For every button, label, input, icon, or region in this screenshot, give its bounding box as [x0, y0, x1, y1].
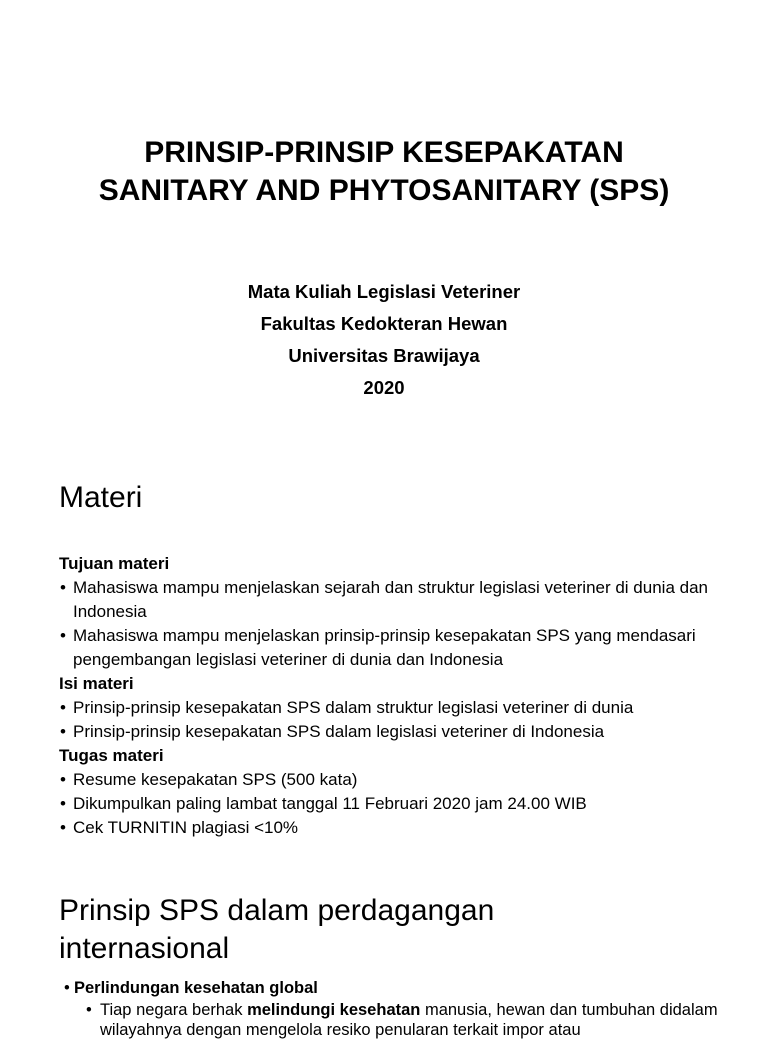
slide-heading [59, 892, 494, 968]
slide-prinsip-sps [0, 858, 768, 1039]
list-item: • Dikumpulkan paling lambat tanggal 11 Februari 2020 jam 24.00 WIB [59, 792, 749, 816]
sub-list-item [86, 1000, 754, 1040]
list-item: • Cek TURNITIN plagiasi <10% [59, 816, 749, 840]
presentation-title [0, 134, 768, 210]
heading-line-1: Prinsip SPS dalam perdagangan [59, 894, 495, 927]
subtitle-course: Mata Kuliah Legislasi Veteriner [247, 281, 521, 302]
list-item: • Prinsip-prinsip kesepakatan SPS dalam struktur legislasi veteriner di dunia [59, 696, 749, 720]
slide-heading: Materi [59, 481, 143, 514]
sub-text-post: manusia, hewan dan tumbuhan didalam wilayahnya dengan mengelola resiko penularan terkait impor atau [100, 1001, 718, 1039]
subtitle-year: 2020 [363, 377, 405, 398]
slide-body [59, 552, 749, 840]
list-item: • Prinsip-prinsip kesepakatan SPS dalam legislasi veteriner di Indonesia [59, 720, 749, 744]
section-title: Tugas materi [59, 746, 164, 765]
heading-line-2: internasional [59, 932, 230, 965]
subtitle-university: Universitas Brawijaya [288, 345, 480, 366]
list-item: • Mahasiswa mampu menjelaskan prinsip-prinsip kesepakatan SPS yang mendasari pengembangan legislasi veteriner di dunia dan Indonesia [59, 624, 749, 672]
list-item: • Mahasiswa mampu menjelaskan sejarah dan struktur legislasi veteriner di dunia dan Indonesia [59, 576, 749, 624]
list-item: • Perlindungan kesehatan global [64, 978, 754, 998]
title-line-2: SANITARY AND PHYTOSANITARY (SPS) [98, 174, 670, 207]
section-title: Isi materi [59, 674, 134, 693]
slide-materi [0, 448, 768, 848]
section-title: Tujuan materi [59, 554, 170, 573]
list-item: • Resume kesepakatan SPS (500 kata) [59, 768, 749, 792]
title-line-1: PRINSIP-PRINSIP KESEPAKATAN [144, 136, 624, 169]
slide-body [64, 978, 754, 1040]
presentation-subtitle [0, 276, 768, 404]
sub-text-pre: Tiap negara berhak [100, 1001, 248, 1019]
sub-text-bold: melindungi kesehatan [247, 1001, 421, 1019]
subtitle-faculty: Fakultas Kedokteran Hewan [260, 313, 508, 334]
slide-title [0, 0, 768, 440]
